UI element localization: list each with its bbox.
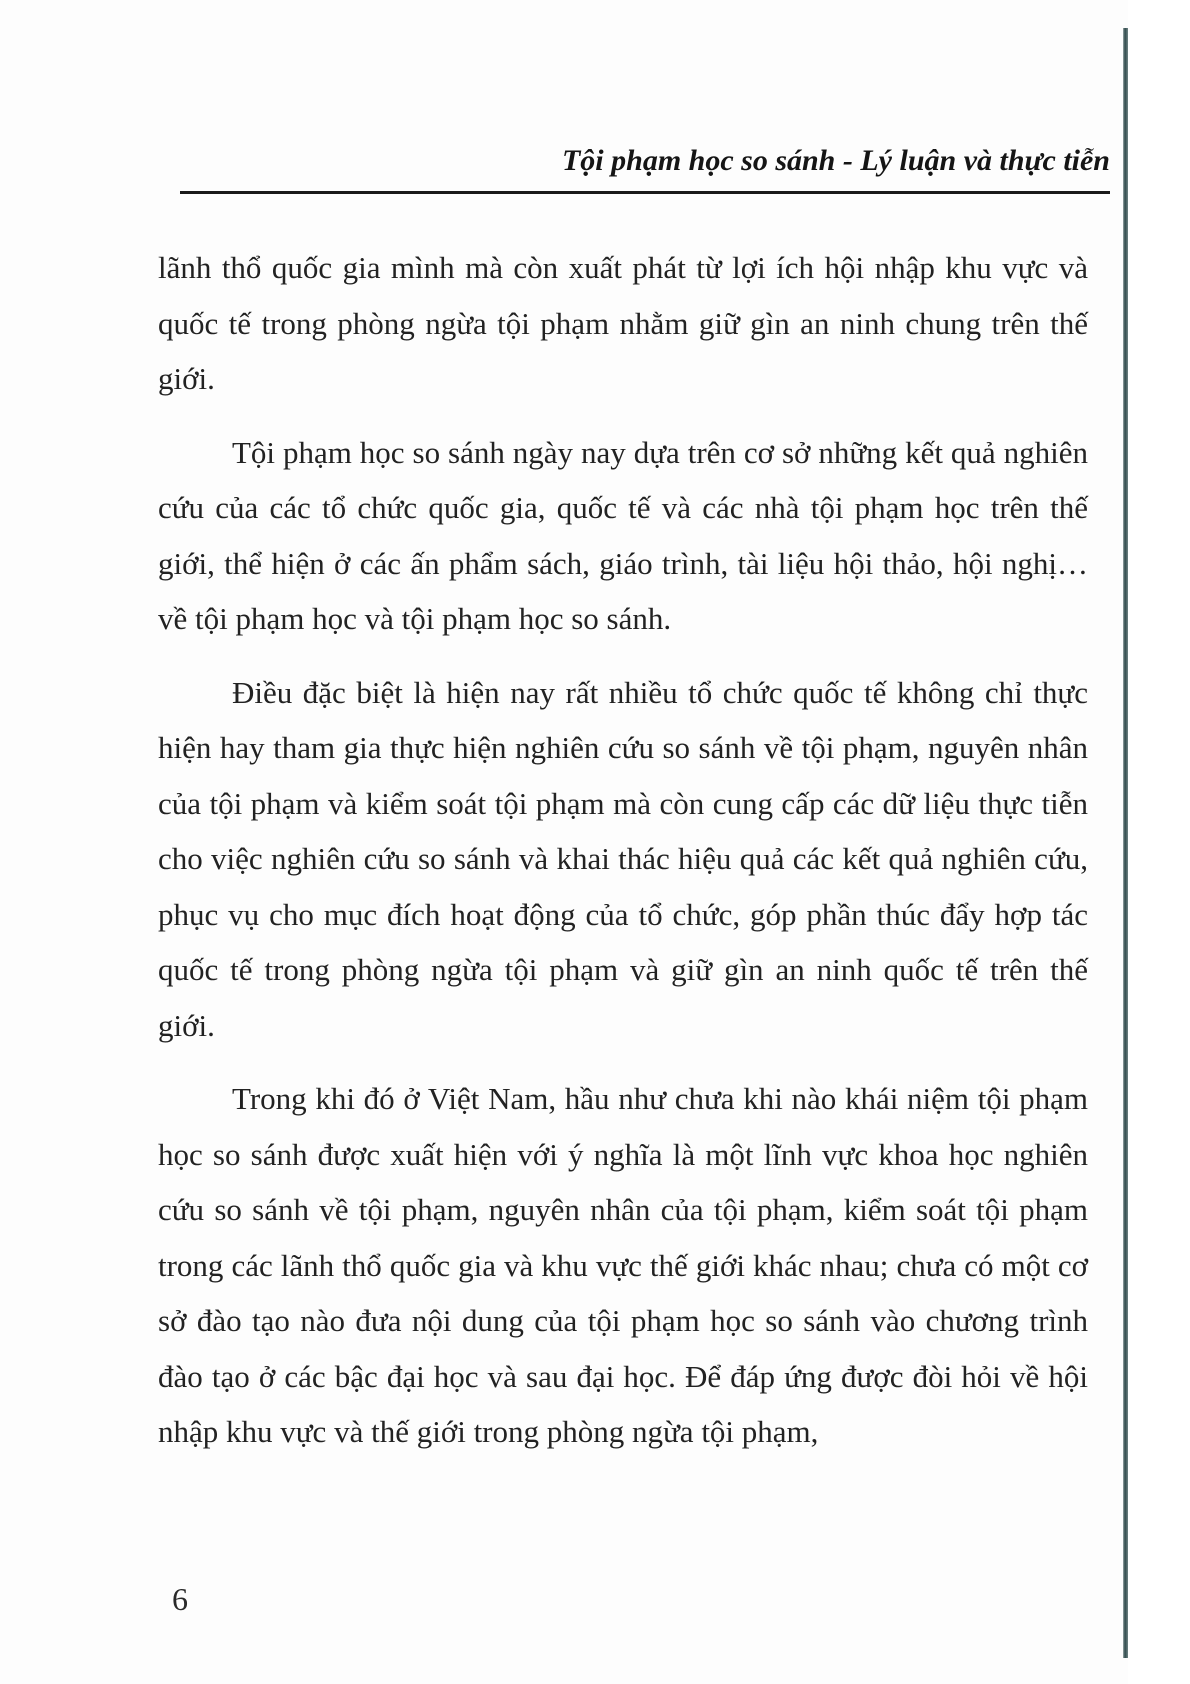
paragraph-4: Trong khi đó ở Việt Nam, hầu như chưa khi nào khái niệm tội phạm học so sánh được xuất hiện với ý nghĩa là một lĩnh vực khoa học nghiên cứu so sánh về tội phạm, nguyên nhân của tội phạm, kiểm soát tội phạm trong các lãnh thổ quốc gia và khu vực thế giới khác nhau; chưa có một cơ sở đào tạo nào đưa nội dung của tội phạm học so sánh vào chương trình đào tạo ở các bậc đại học và sau đại học. Để đáp ứng được đòi hỏi về hội nhập khu vực và thế giới trong phòng ngừa tội phạm, [158, 1081, 1088, 1449]
paragraph-2: Tội phạm học so sánh ngày nay dựa trên cơ sở những kết quả nghiên cứu của các tổ chức quốc gia, quốc tế và các nhà tội phạm học trên thế giới, thể hiện ở các ấn phẩm sách, giáo trình, tài liệu hội thảo, hội nghị… về tội phạm học và tội phạm học so sánh. [158, 434, 1088, 636]
body-text [158, 240, 1088, 1478]
page-number: 6 [172, 1581, 188, 1617]
header-divider [180, 191, 1110, 194]
paragraph-1: lãnh thổ quốc gia mình mà còn xuất phát từ lợi ích hội nhập khu vực và quốc tế trong phòng ngừa tội phạm nhằm giữ gìn an ninh chung trên thế giới. [158, 250, 1088, 396]
paragraph-3: Điều đặc biệt là hiện nay rất nhiều tổ chức quốc tế không chỉ thực hiện hay tham gia thực hiện nghiên cứu so sánh về tội phạm, nguyên nhân của tội phạm và kiểm soát tội phạm mà còn cung cấp các dữ liệu thực tiễn cho việc nghiên cứu so sánh và khai thác hiệu quả các kết quả nghiên cứu, phục vụ cho mục đích hoạt động của tổ chức, góp phần thúc đẩy hợp tác quốc tế trong phòng ngừa tội phạm và giữ gìn an ninh quốc tế trên thế giới. [158, 674, 1088, 1043]
book-binding-edge [1123, 28, 1128, 1658]
page-margin-right [1128, 0, 1190, 1684]
running-header-title: Tội phạm học so sánh - Lý luận và thực tiễn [561, 144, 1110, 177]
